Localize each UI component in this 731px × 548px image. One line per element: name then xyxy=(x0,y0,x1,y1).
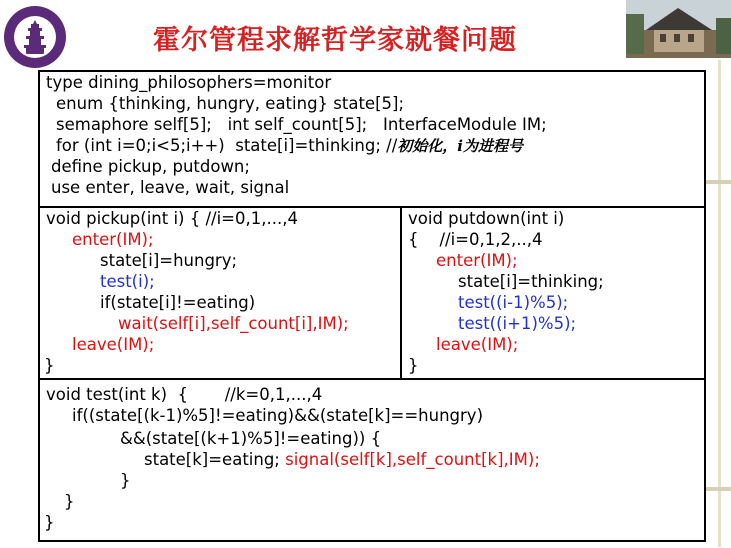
decorative-rail xyxy=(718,60,721,547)
campus-building-photo xyxy=(626,0,731,58)
slide-title: 霍尔管程求解哲学家就餐问题 xyxy=(153,25,517,56)
test-procedure-box xyxy=(38,378,706,542)
code-line: use enter, leave, wait, signal xyxy=(51,178,290,197)
code-text: for (int i=0;i<5;i++) state[i]=thinking; // xyxy=(56,136,398,155)
code-line: state[i]=thinking; xyxy=(458,272,604,291)
code-line: } xyxy=(44,513,55,532)
code-line: test(i); xyxy=(100,272,155,291)
code-line: void putdown(int i) xyxy=(408,209,565,228)
code-text: state[k]=eating; xyxy=(144,450,286,469)
code-line: define pickup, putdown; xyxy=(51,157,250,176)
code-line: test((i-1)%5); xyxy=(458,293,569,312)
code-text: signal(self[k],self_count[k],IM); xyxy=(285,450,540,469)
putdown-procedure-box xyxy=(400,206,706,380)
code-line: enter(IM); xyxy=(72,230,154,249)
code-line: enter(IM); xyxy=(436,251,518,270)
code-line: { //i=0,1,2,..,4 xyxy=(408,230,543,249)
code-line: void test(int k) { //k=0,1,...,4 xyxy=(46,385,323,404)
code-line xyxy=(144,449,540,470)
code-line: type dining_philosophers=monitor xyxy=(46,73,332,92)
pickup-procedure-box xyxy=(38,206,402,380)
code-line: test((i+1)%5); xyxy=(458,314,577,333)
code-line: wait(self[i],self_count[i],IM); xyxy=(118,314,349,333)
monitor-declaration-box xyxy=(38,70,706,208)
code-line: void pickup(int i) { //i=0,1,...,4 xyxy=(46,209,298,228)
code-line: &&(state[(k+1)%5]!=eating)) { xyxy=(120,429,382,448)
code-line: state[i]=hungry; xyxy=(100,251,238,270)
code-line: leave(IM); xyxy=(436,335,519,354)
code-line: enum {thinking, hungry, eating} state[5]; xyxy=(56,94,405,113)
code-line: } xyxy=(120,471,131,490)
code-comment: 初始化，i为进程号 xyxy=(397,137,523,155)
code-line: } xyxy=(64,492,75,511)
code-line: } xyxy=(44,356,55,375)
code-line xyxy=(56,135,523,157)
code-line: leave(IM); xyxy=(72,335,155,354)
code-line: if((state[(k-1)%5]!=eating)&&(state[k]==hungry) xyxy=(72,406,484,425)
code-line: } xyxy=(408,356,419,375)
code-line: semaphore self[5]; int self_count[5]; InterfaceModule IM; xyxy=(56,115,547,134)
code-line: if(state[i]!=eating) xyxy=(100,293,256,312)
